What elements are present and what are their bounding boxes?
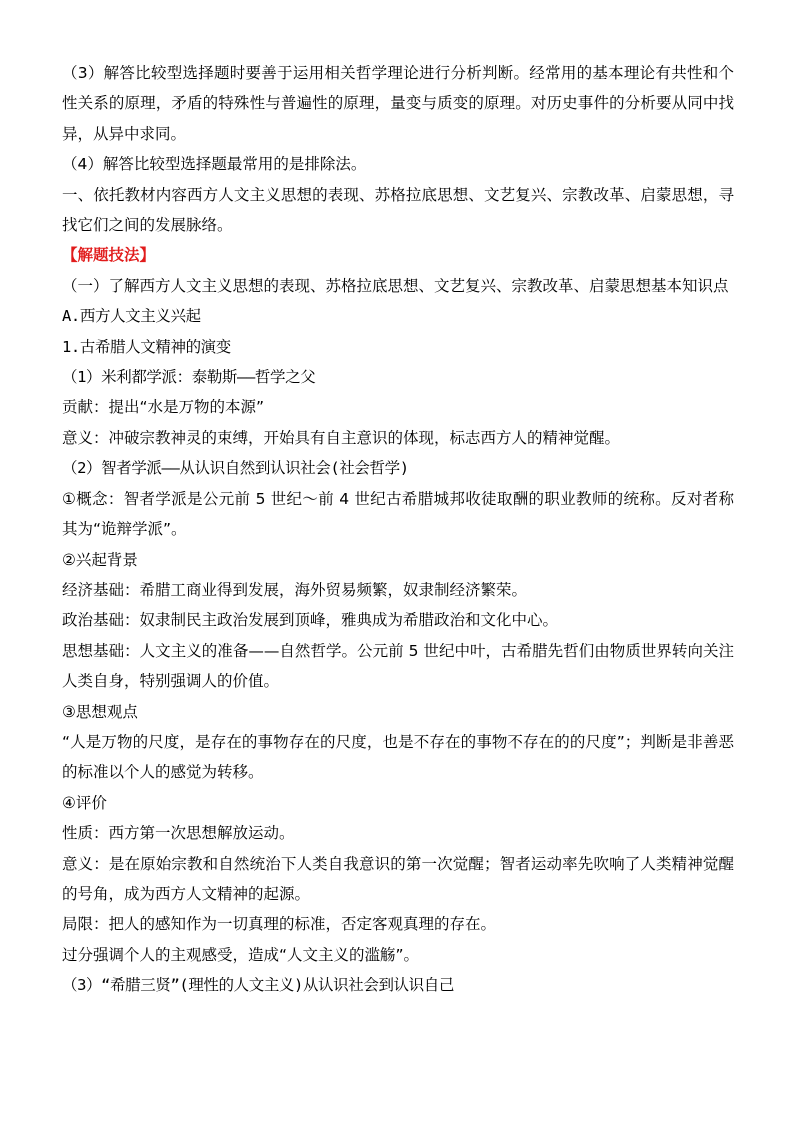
item-sophists: （2）智者学派——从认识自然到认识社会(社会哲学) xyxy=(62,459,409,478)
paragraph-section-one: 一、依托教材内容西方人文主义思想的表现、苏格拉底思想、文艺复兴、宗教改革、启蒙思想，寻找它们之间的发展脉络。 xyxy=(62,185,734,235)
item-overemphasis: 过分强调个人的主观感受，造成“人文主义的滥觞”。 xyxy=(62,945,420,964)
item-miletus-school: （1）米利都学派：泰勒斯——哲学之父 xyxy=(62,368,316,387)
item-three-sages: （3）“希腊三贤”(理性的人文主义)从认识社会到认识自己 xyxy=(62,976,454,995)
paragraph-compare-method: （3）解答比较型选择题时要善于运用相关哲学理论进行分析判断。经常用的基本理论有共性和个性关系的原理，矛盾的特殊性与普遍性的原理，量变与质变的原理。对历史事件的分析要从同中找异，从异中求同。 xyxy=(62,64,734,143)
subheading-humanism-rise: A.西方人文主义兴起 xyxy=(62,307,201,326)
item-ideological-basis: 思想基础：人文主义的准备——自然哲学。公元前 5 世纪中叶，古希腊先哲们由物质世界转向关注人类自身，特别强调人的价值。 xyxy=(62,641,734,691)
item-viewpoints: ③思想观点 xyxy=(62,702,138,721)
item-contribution: 贡献：提出“水是万物的本源” xyxy=(62,398,265,417)
heading-solving-techniques: 【解题技法】 xyxy=(62,246,156,265)
item-limitation: 局限：把人的感知作为一切真理的标准，否定客观真理的存在。 xyxy=(62,915,497,934)
paragraph-knowledge-points: （一）了解西方人文主义思想的表现、苏格拉底思想、文艺复兴、宗教改革、启蒙思想基本知识点 xyxy=(62,276,729,295)
item-nature: 性质：西方第一次思想解放运动。 xyxy=(62,824,295,843)
item-concept: ①概念：智者学派是公元前 5 世纪～前 4 世纪古希腊城邦收徒取酬的职业教师的统称。反对者称其为“诡辩学派”。 xyxy=(62,489,734,539)
item-economic-basis: 经济基础：希腊工商业得到发展，海外贸易频繁，奴隶制经济繁荣。 xyxy=(62,580,528,599)
item-political-basis: 政治基础：奴隶制民主政治发展到顶峰，雅典成为希腊政治和文化中心。 xyxy=(62,611,559,630)
item-background: ②兴起背景 xyxy=(62,550,138,569)
item-meaning: 意义：是在原始宗教和自然统治下人类自我意识的第一次觉醒；智者运动率先吹响了人类精神觉醒的号角，成为西方人文精神的起源。 xyxy=(62,854,734,903)
subheading-greek-spirit: 1.古希腊人文精神的演变 xyxy=(62,337,231,356)
item-evaluation: ④评价 xyxy=(62,793,107,812)
document-body xyxy=(62,58,734,1001)
paragraph-elimination-method: （4）解答比较型选择题最常用的是排除法。 xyxy=(62,155,367,174)
item-significance: 意义：冲破宗教神灵的束缚，开始具有自主意识的体现，标志西方人的精神觉醒。 xyxy=(62,428,621,447)
item-quote: “人是万物的尺度，是存在的事物存在的尺度，也是不存在的事物不存在的的尺度”；判断是非善恶的标准以个人的感觉为转移。 xyxy=(62,732,734,782)
